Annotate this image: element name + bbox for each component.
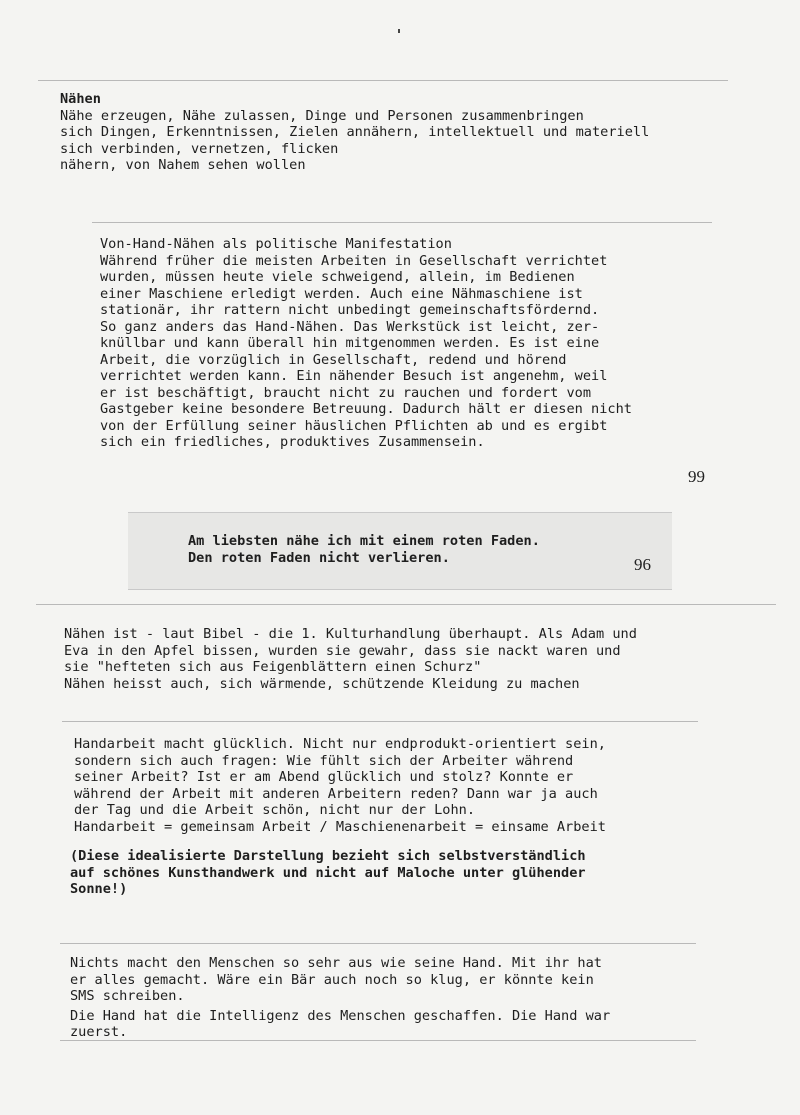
text-line: Während früher die meisten Arbeiten in Gesellschaft verrichtet	[100, 252, 608, 269]
quote-line: Am liebsten nähe ich mit einem roten Faden.	[188, 533, 540, 549]
text-line: knüllbar und kann überall hin mitgenommen werden. Es ist eine	[100, 335, 600, 351]
text-line: sich Dingen, Erkenntnissen, Zielen annähern, intellektuell und materiell	[60, 124, 650, 140]
text-line: Handarbeit = gemeinsam Arbeit / Maschienenarbeit = einsame Arbeit	[74, 818, 606, 835]
quote-line: Den roten Faden nicht verlieren.	[188, 549, 450, 566]
cut-line	[92, 222, 712, 223]
text-line: Handarbeit macht glücklich. Nicht nur endprodukt-orientiert sein,	[74, 736, 606, 752]
note-line: Sonne!)	[70, 881, 128, 897]
cut-line	[62, 721, 698, 722]
section-handarbeit	[74, 736, 606, 835]
section-title: Nähen	[60, 91, 101, 107]
text-line: seiner Arbeit? Ist er am Abend glücklich und stolz? Konnte er	[74, 769, 574, 785]
text-line: Gastgeber keine besondere Betreuung. Dadurch hält er diesen nicht	[100, 401, 632, 417]
text-line: der Tag und die Arbeit schön, nicht nur der Lohn.	[74, 802, 476, 818]
text-line: während der Arbeit mit anderen Arbeitern reden? Dann war ja auch	[74, 785, 598, 802]
text-line: So ganz anders das Hand-Nähen. Das Werkstück ist leicht, zer-	[100, 318, 600, 335]
section-naehen	[60, 91, 649, 174]
cut-line	[38, 80, 728, 81]
text-line: von der Erfüllung seiner häuslichen Pflichten ab und es ergibt	[100, 417, 608, 434]
text-line: zuerst.	[70, 1024, 128, 1040]
cut-line	[60, 943, 696, 944]
text-line: Arbeit, die vorzüglich in Gesellschaft, redend und hörend	[100, 351, 567, 368]
speck-mark	[398, 29, 400, 33]
text-line: sie "hefteten sich aus Feigenblättern einen Schurz"	[64, 659, 482, 675]
section-handarbeit-note	[70, 848, 586, 898]
note-line: auf schönes Kunsthandwerk und nicht auf Maloche unter glühender	[70, 864, 586, 881]
cut-line	[36, 604, 776, 605]
text-line: SMS schreiben.	[70, 988, 185, 1004]
text-line: verrichtet werden kann. Ein nähender Besuch ist angenehm, weil	[100, 368, 608, 384]
text-line: wurden, müssen heute viele schweigend, allein, im Bedienen	[100, 269, 575, 285]
text-line: sondern sich auch fragen: Wie fühlt sich der Arbeiter während	[74, 752, 574, 769]
text-line: sich verbinden, vernetzen, flicken	[60, 140, 339, 157]
section-hand	[70, 955, 610, 1041]
text-line: er alles gemacht. Wäre ein Bär auch noch so klug, er könnte kein	[70, 971, 594, 988]
text-line: Die Hand hat die Intelligenz des Menschen geschaffen. Die Hand war	[70, 1007, 611, 1024]
cut-line	[60, 1040, 696, 1041]
text-line: sich ein friedliches, produktives Zusammensein.	[100, 434, 485, 450]
text-line: Nähen heisst auch, sich wärmende, schützende Kleidung zu machen	[64, 675, 580, 692]
text-line: Nähe erzeugen, Nähe zulassen, Dinge und Personen zusammenbringen	[60, 107, 584, 124]
text-line: Eva in den Apfel bissen, wurden sie gewahr, dass sie nackt waren und	[64, 642, 621, 659]
section-title: Von-Hand-Nähen als politische Manifestation	[100, 236, 452, 252]
note-line: (Diese idealisierte Darstellung bezieht sich selbstverständlich	[70, 848, 586, 864]
page-number: 96	[634, 555, 651, 574]
text-line: Nichts macht den Menschen so sehr aus wie seine Hand. Mit ihr hat	[70, 955, 602, 971]
text-line: nähern, von Nahem sehen wollen	[60, 157, 306, 173]
section-manifestation	[100, 236, 632, 451]
section-bibel	[64, 626, 637, 692]
text-line: Nähen ist - laut Bibel - die 1. Kulturhandlung überhaupt. Als Adam und	[64, 626, 637, 642]
page-number: 99	[688, 467, 705, 486]
text-line: einer Maschiene erledigt werden. Auch eine Nähmaschiene ist	[100, 285, 583, 302]
text-line: stationär, ihr rattern nicht unbedingt gemeinschaftsfördernd.	[100, 302, 600, 318]
section-roter-faden	[188, 533, 540, 566]
text-line: er ist beschäftigt, braucht nicht zu rauchen und fordert vom	[100, 384, 592, 401]
